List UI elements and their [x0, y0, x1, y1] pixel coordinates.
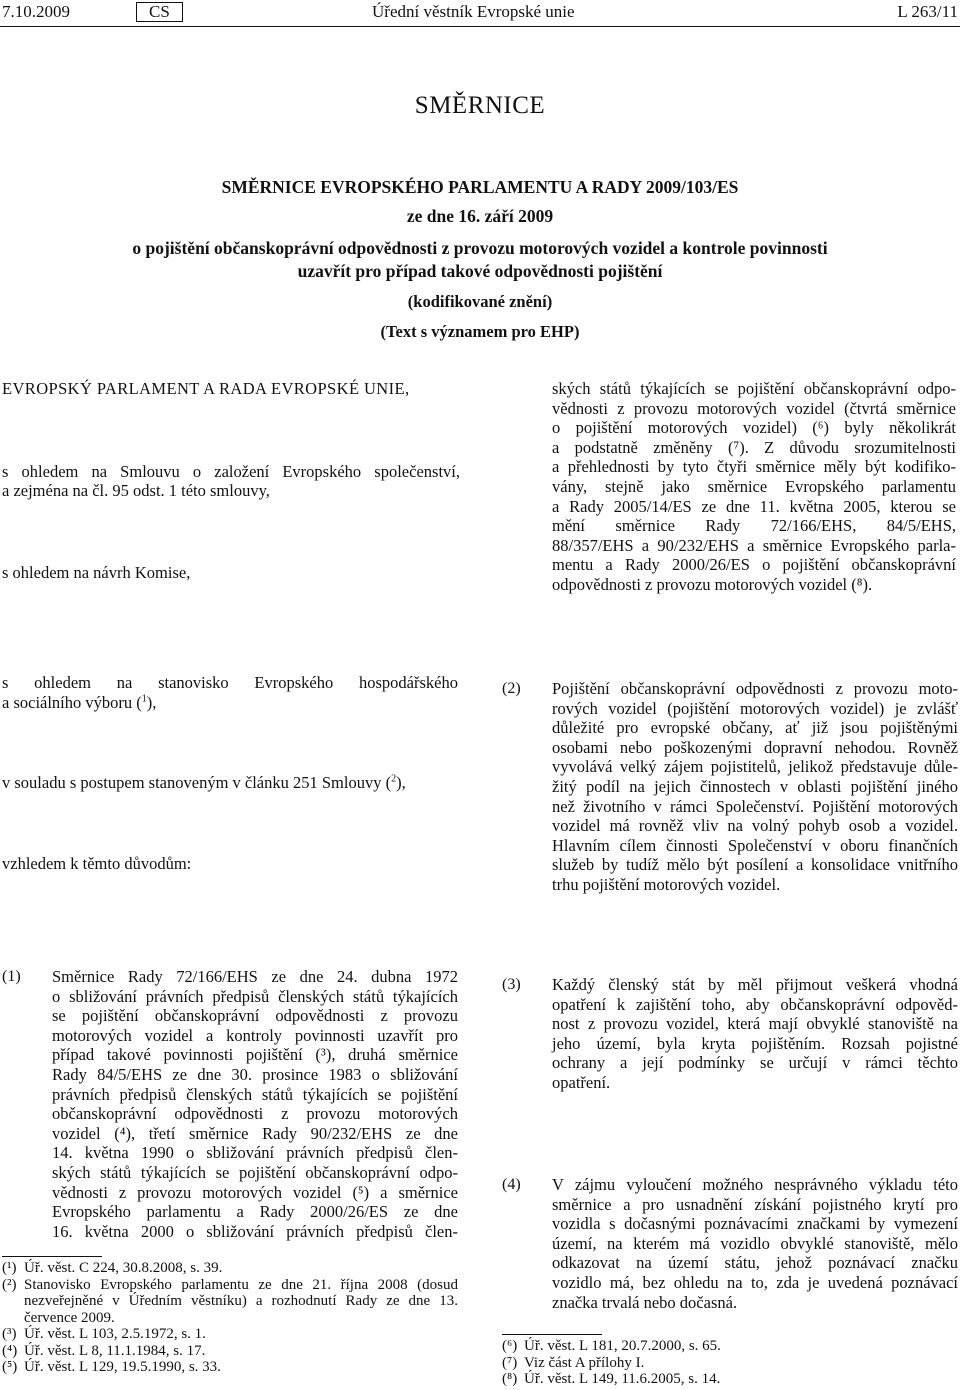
rt-line: vány, stejně jako směrnice Evropského parlamentu [552, 476, 956, 496]
footnote: (⁷) Viz část A přílohy I. [502, 1354, 645, 1371]
page-reference: L 263/11 [897, 2, 958, 21]
recital-2: (2) Pojištění občanskoprávní odpovědnosti z provozu moto- rových vozidel (pojištění motorových vozidel) je zvlášť důležité pro evropské občany, ať již jsou pojištěnými osobami nebo poškozenými dopravní nehodou. Rovněž vyvolává velký zájem pojistitelů, jelikož představuje důle- žitý podíl na jejich činnostech v oblasti pojištění jiného než životního v rámci Společenství. Pojištění motorových vozidel má rovněž vliv na volný pohyb osob a vozidel. Hlavním cílem činnosti Společenství v oboru finančních služeb by tudíž mělo být posílení a konsolidace vnitřního trhu pojištění motorových vozidel. [502, 679, 958, 894]
footnote: (⁶) Úř. věst. L 181, 20.7.2000, s. 65. [502, 1338, 721, 1354]
rt-line: ských států týkajících se pojištění občanskoprávní odpo- [552, 379, 956, 398]
journal-title: Úřední věstník Evropské unie [372, 2, 575, 21]
recital-3: (3) Každý členský stát by měl přijmout veškerá vhodná opatření k zajištění toho, aby občanskoprávní odpověd- nost z provozu vozidel, která mají obvyklé stanoviště na jeho území, byla kryta pojištěním. Rozsah pojistné ochrany a její podmínky se určují v rámci těchto opatření. [502, 975, 958, 1092]
rt-line: mění směrnice Rady 72/166/EHS, 84/5/EHS, [552, 516, 956, 536]
preamble-left-middle [2, 673, 458, 873]
footnote: (²) Stanovisko Evropského parlamentu ze dne 21. října 2008 (dosud nezveřejněné v Úředním věstníku) a rozhodnutí Rady ze dne 13. července 2009. [2, 1276, 458, 1326]
recital-number: (3) [502, 976, 521, 993]
eea-note: (Text s významem pro EHP) [380, 322, 580, 341]
footnote: (³) Úř. věst. L 103, 2.5.1972, s. 1. [2, 1326, 206, 1342]
procedure-citation: v souladu s postupem stanoveným v článku 251 Smlouvy ($^2$), [2, 773, 406, 793]
directive-subject-line-2: uzavřít pro případ takové odpovědnosti pojištění [297, 261, 663, 281]
preamble-intro: EVROPSKÝ PARLAMENT A RADA EVROPSKÉ UNIE, [2, 379, 410, 398]
publication-date: 7.10.2009 [2, 2, 70, 21]
footnote: (⁴) Úř. věst. L 8, 11.1.1984, s. 17. [2, 1342, 206, 1359]
language-badge: CS [136, 2, 183, 22]
footnote: (¹) Úř. věst. C 224, 30.8.2008, s. 39. [2, 1260, 223, 1276]
rt-line: a podstatně změněny (⁷). Z důvodu srozumitelnosti [552, 437, 956, 457]
rt-line: 88/357/EHS a 90/232/EHS a směrnice Evropského parla- [552, 535, 956, 555]
esc-line-2: a sociálního výboru ($^1$), [2, 692, 157, 712]
commission-citation: s ohledem na návrh Komise, [2, 562, 191, 582]
rt-line: a přehlednosti by tyto čtyři směrnice měly být kodifiko- [552, 457, 956, 477]
directive-title: SMĚRNICE EVROPSKÉHO PARLAMENTU A RADY 2009/103/ES [221, 177, 739, 197]
recital-1-continued [552, 379, 956, 595]
recital-number: (2) [502, 680, 521, 697]
recital-1: (1) Směrnice Rady 72/166/EHS ze dne 24. dubna 1972 o sbližování právních předpisů členských států týkajících se pojištění občanskoprávní odpovědnosti z provozu motorových vozidel a kontroly povinnosti uzavřít pro případ takové povinnosti pojištění (³), druhá směrnice Rady 84/5/EHS ze dne 30. prosince 1983 o sbližování právních předpisů členských států týkajících se pojištění občanskoprávní odpovědnosti z provozu motorových vozidel (⁴), třetí směrnice Rady 90/232/EHS ze dne 14. května 1990 o sbližování právních předpisů člen- ských států týkajících se pojištění občanskoprávní odpo- vědnosti z provozu motorových vozidel (⁵) a směrnice Evropského parlamentu a Rady 2000/26/ES ze dne 16. května 2000 o sbližování právních předpisů člen- [2, 967, 458, 1241]
footnote-separator [2, 1256, 102, 1257]
recital-number: (1) [2, 968, 21, 985]
esc-line-1: s ohledem na stanovisko Evropského hospodářského [2, 673, 458, 692]
preamble-left-top [2, 379, 460, 582]
rt-line: a Rady 2005/14/ES ze dne 11. května 2005, kterou se [552, 496, 956, 516]
rt-line: o pojištění motorových vozidel) (⁶) byly několikrát [552, 418, 956, 438]
directive-date: ze dne 16. září 2009 [406, 206, 554, 226]
codified-note: (kodifikované znění) [407, 292, 553, 311]
footnotes-left [2, 1260, 458, 1376]
footnote-separator [502, 1334, 602, 1335]
rt-line: odpovědnosti z provozu motorových vozidel (⁸). [552, 574, 873, 594]
header-rule [0, 26, 960, 27]
directive-subject-line-1: o pojištění občanskoprávní odpovědnosti z provozu motorových vozidel a kontrole povinnosti [132, 238, 828, 258]
recital-number: (4) [502, 1176, 521, 1193]
treaty-line-1: s ohledem na Smlouvu o založení Evropského společenství, [2, 461, 460, 481]
rt-line: mentu a Rady 2000/26/ES o pojištění občanskoprávní [552, 555, 956, 575]
journal-header [0, 0, 960, 28]
treaty-line-2: a zejména na čl. 95 odst. 1 této smlouvy, [2, 481, 270, 501]
footnote: (⁸) Úř. věst. L 149, 11.6.2005, s. 14. [502, 1371, 721, 1387]
footnote: (⁵) Úř. věst. L 129, 19.5.1990, s. 33. [2, 1359, 221, 1375]
footnotes-right [502, 1338, 958, 1388]
whereas-intro: vzhledem k těmto důvodům: [2, 853, 192, 873]
recital-4: (4) V zájmu vyloučení možného nesprávného výkladu této směrnice a pro usnadnění získání pojistného krytí pro vozidla s dočasnými poznávacími značkami by vymezení území, na kterém má vozidlo obvyklé stanoviště, mělo odkazovat na území státu, jehož poznávací značku vozidlo má, bez ohledu na to, zda je uvedená poznávací značka trvalá nebo dočasná. [502, 1175, 958, 1312]
rt-line: vědnosti z provozu motorových vozidel (čtvrtá směrnice [552, 398, 956, 418]
document-type-title: SMĚRNICE [414, 92, 546, 119]
